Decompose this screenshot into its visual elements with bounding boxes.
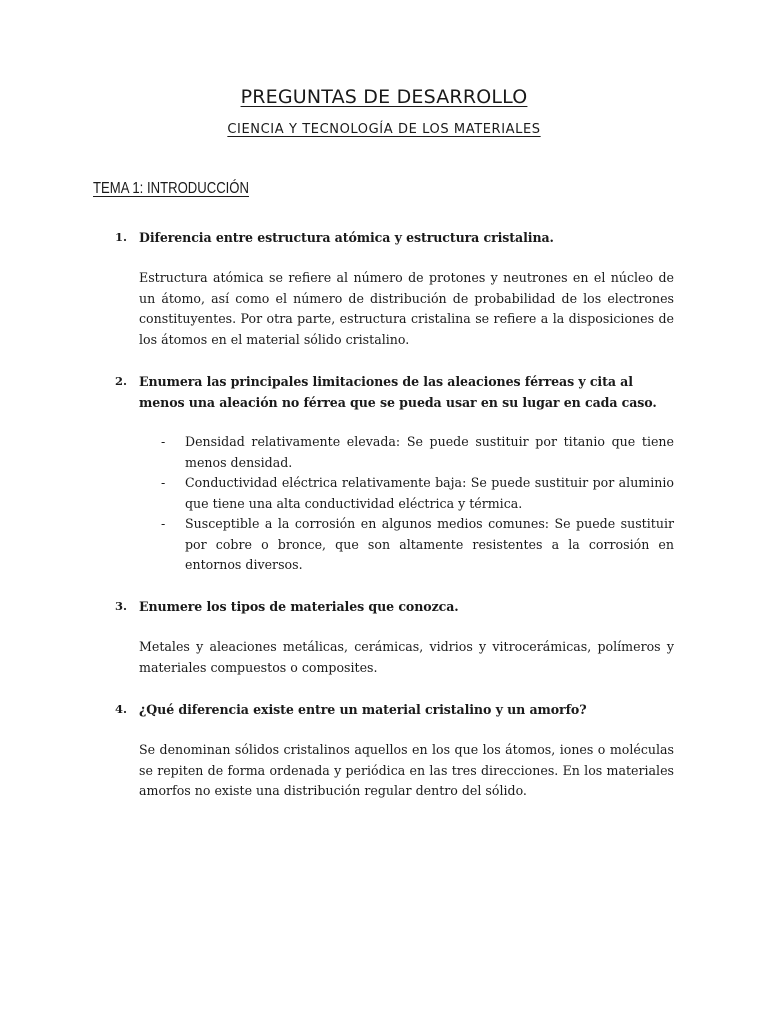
answer-4 (139, 740, 674, 802)
question-title: ¿Qué diferencia existe entre un material cristalino y un amorfo? (139, 702, 587, 717)
question-number: 1. (115, 230, 128, 244)
list-item (161, 473, 674, 514)
bullet-dash: - (161, 434, 166, 449)
question-1 (115, 227, 674, 248)
section-heading: TEMA 1: INTRODUCCIÓN (93, 180, 249, 197)
answer-text: Metales y aleaciones metálicas, cerámicas, vidrios y vitrocerámicas, polímeros y materiales compuestos o composites. (139, 639, 674, 675)
question-number: 4. (115, 702, 128, 716)
list-item-text: Susceptible a la corrosión en algunos medios comunes: Se puede sustituir por cobre o bronce, que son altamente resistentes a la corrosión en entornos diversos. (185, 516, 674, 572)
list-item-text: Conductividad eléctrica relativamente baja: Se puede sustituir por aluminio que tiene una alta conductividad eléctrica y térmica. (185, 475, 674, 511)
list-item-text: Densidad relativamente elevada: Se puede sustituir por titanio que tiene menos densidad. (185, 434, 674, 470)
answer-1 (139, 268, 674, 350)
answer-text: Se denominan sólidos cristalinos aquellos en los que los átomos, iones o moléculas se repiten de forma ordenada y periódica en las tres direcciones. En los materiales amorfos no existe una distribución regular dentro del sólido. (139, 742, 674, 798)
question-2 (115, 371, 674, 413)
question-title: Diferencia entre estructura atómica y estructura cristalina. (139, 230, 554, 245)
bullet-dash: - (161, 516, 166, 531)
question-3 (115, 596, 674, 617)
limitations-list (161, 432, 674, 576)
bullet-dash: - (161, 475, 166, 490)
question-title: Enumera las principales limitaciones de las aleaciones férreas y cita al menos una aleación no férrea que se pueda usar en su lugar en cada caso. (139, 374, 657, 410)
list-item (161, 514, 674, 576)
question-number: 2. (115, 374, 128, 388)
document-subtitle: CIENCIA Y TECNOLOGÍA DE LOS MATERIALES (227, 122, 541, 137)
document-title: PREGUNTAS DE DESARROLLO (240, 86, 528, 108)
question-title: Enumere los tipos de materiales que conozca. (139, 599, 459, 614)
question-4 (115, 699, 674, 720)
answer-3 (139, 637, 674, 678)
answer-text: Estructura atómica se refiere al número de protones y neutrones en el núcleo de un átomo, así como el número de distribución de probabilidad de los electrones constituyentes. Por otra parte, estructura cristalina se refiere a la disposiciones de los átomos en el material sólido cristalino. (139, 270, 674, 347)
list-item (161, 432, 674, 473)
question-number: 3. (115, 599, 128, 613)
